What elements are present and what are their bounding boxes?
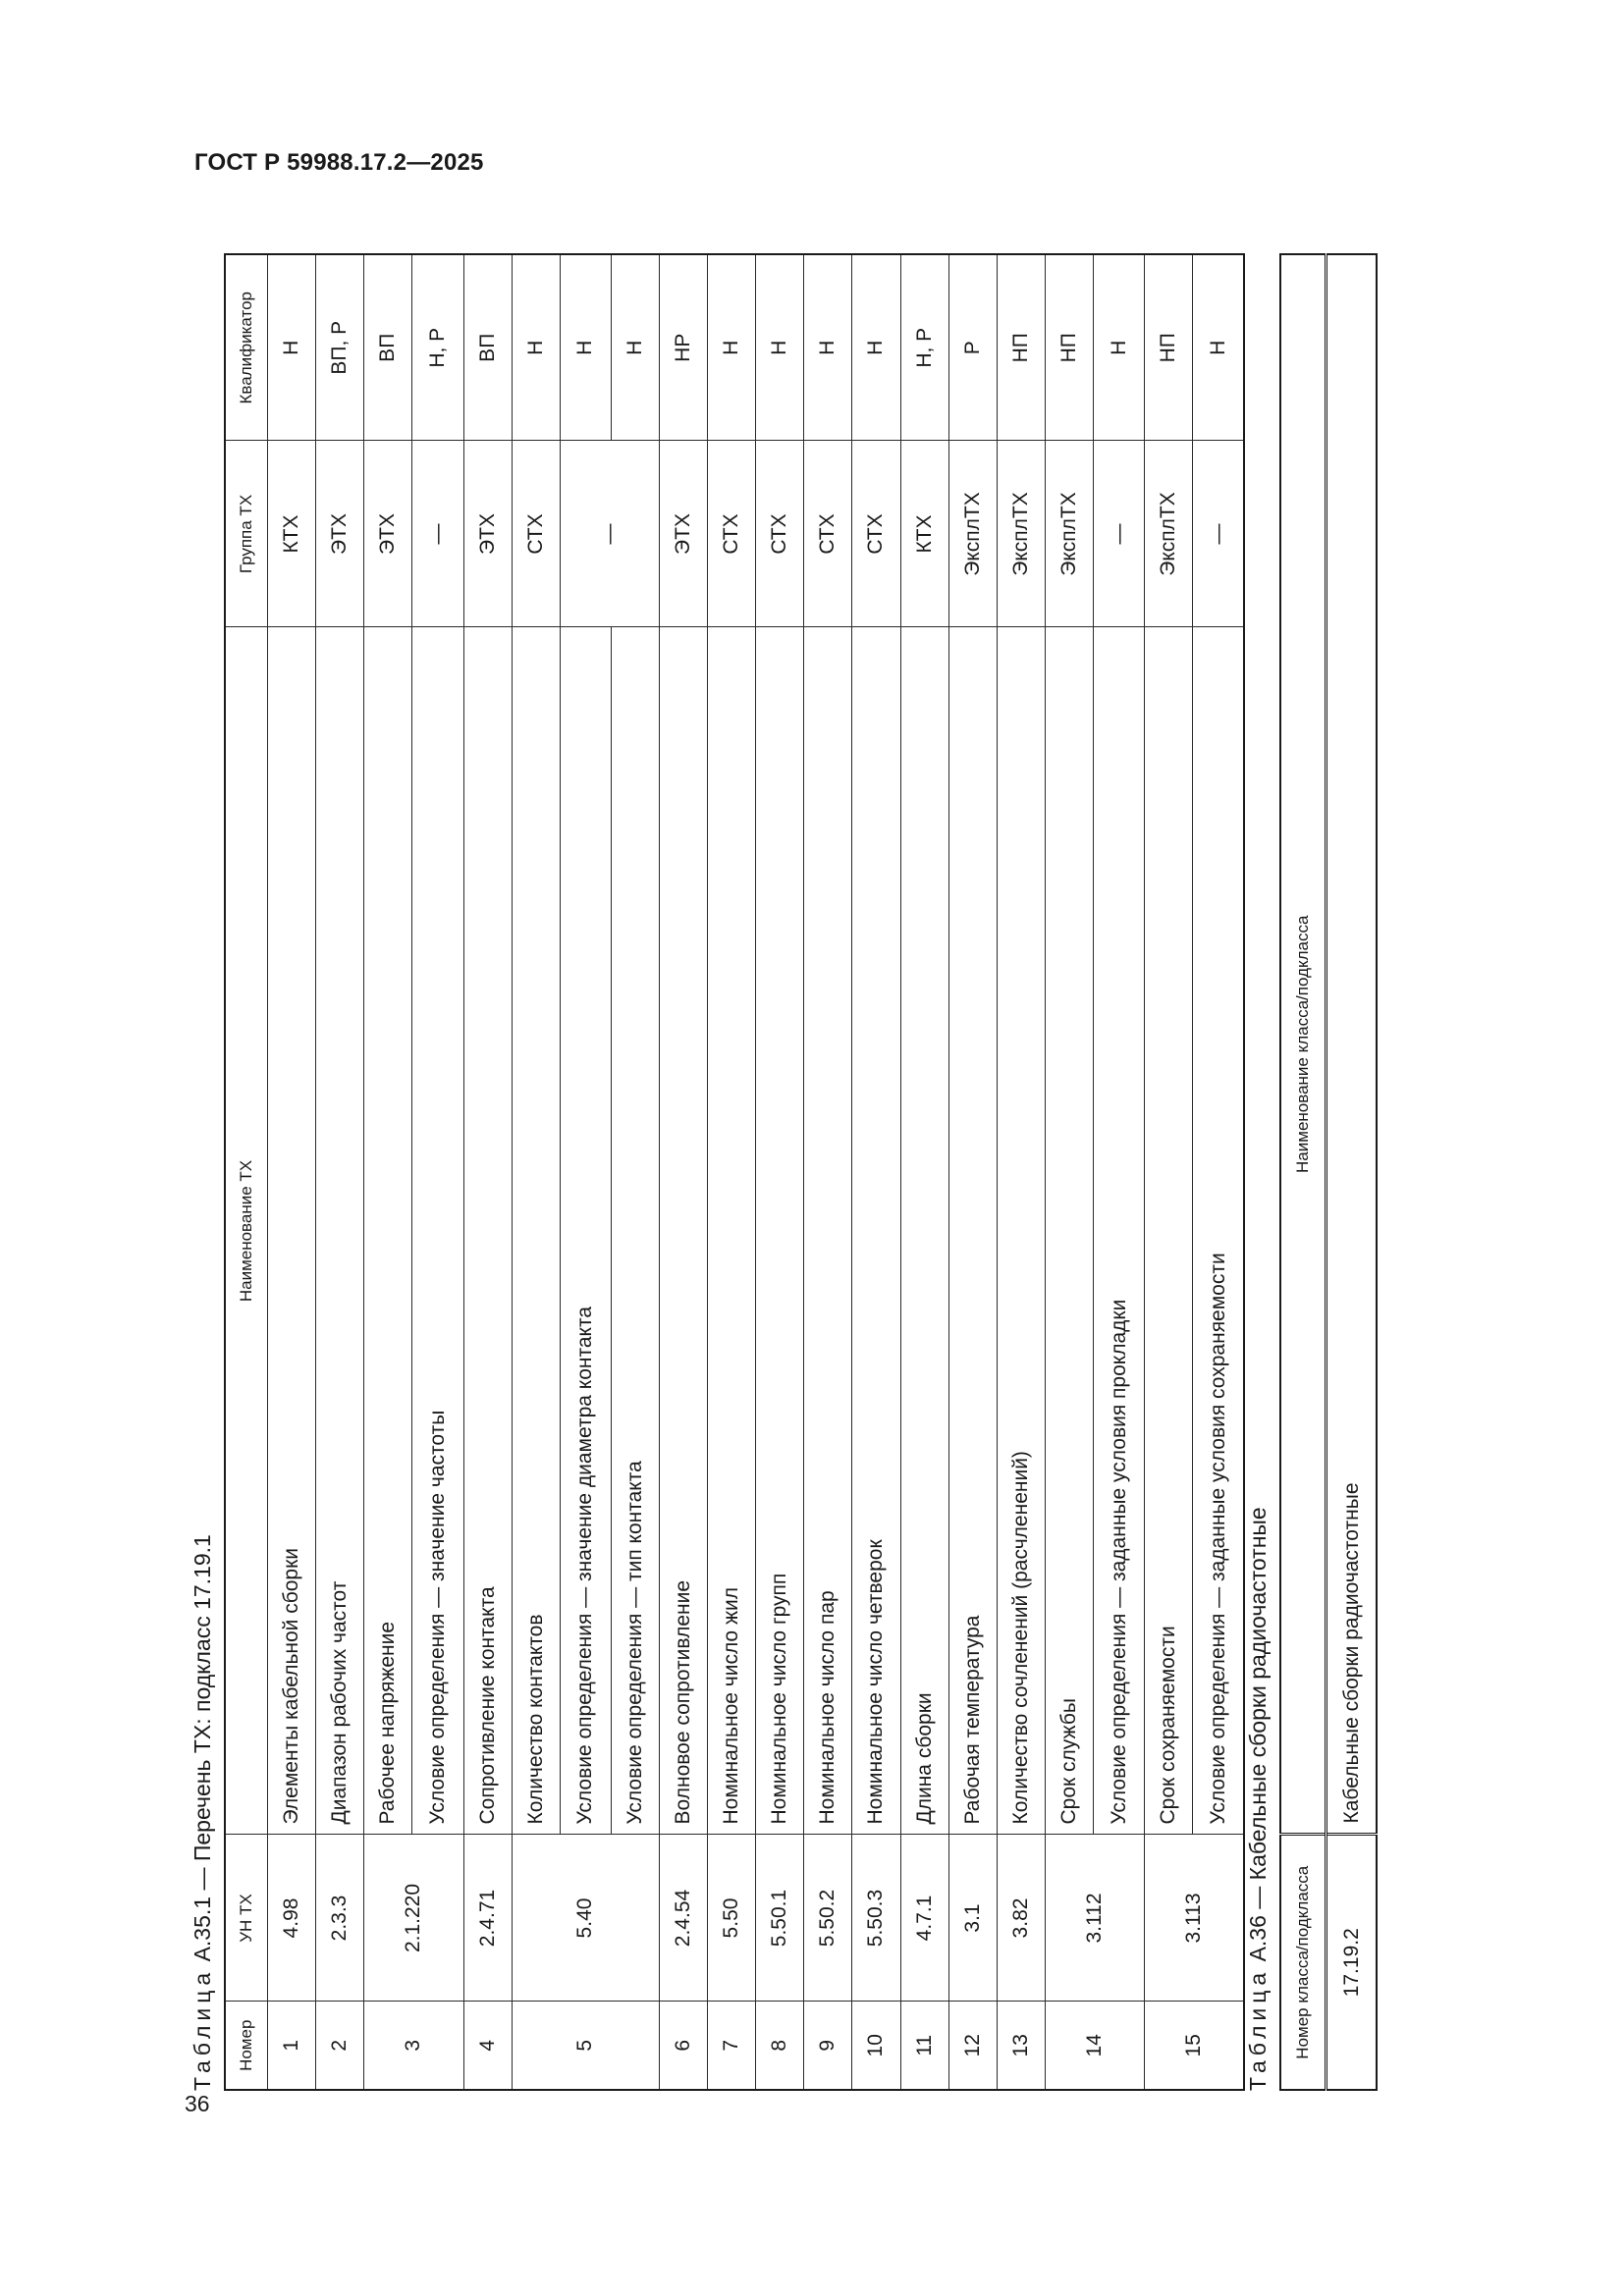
table-row xyxy=(1145,254,1193,2090)
cell-qualifier: ВП, Р xyxy=(316,254,364,441)
table-row xyxy=(900,254,948,2090)
cell-number: 8 xyxy=(756,2002,804,2090)
table-row xyxy=(756,254,804,2090)
cell-qualifier: Н xyxy=(1193,254,1244,441)
document-header: ГОСТ Р 59988.17.2—2025 xyxy=(194,149,484,176)
cell-name: Условие определения — значение частоты xyxy=(412,627,463,1835)
table-row xyxy=(660,254,708,2090)
cell-qualifier: Н xyxy=(611,254,659,441)
cell-group: — xyxy=(1193,441,1244,627)
cell-qualifier: ВП xyxy=(463,254,512,441)
cell-name: Элементы кабельной сборки xyxy=(268,627,316,1835)
cell-qualifier: НП xyxy=(1045,254,1093,441)
cell-group: СТХ xyxy=(804,441,852,627)
cell-qualifier: Р xyxy=(948,254,997,441)
table1-caption-text: — Перечень ТХ: подкласс 17.19.1 xyxy=(189,1534,215,1896)
cell-group: ЭТХ xyxy=(660,441,708,627)
cell-group: ЭТХ xyxy=(316,441,364,627)
cell-un: 4.7.1 xyxy=(900,1835,948,2002)
table-row xyxy=(316,254,364,2090)
cell-name: Условие определения — тип контакта xyxy=(611,627,659,1835)
cell-name: Длина сборки xyxy=(900,627,948,1835)
cell-qualifier: Н xyxy=(708,254,756,441)
cell-qualifier: Н xyxy=(756,254,804,441)
col-header-name: Наименование ТХ xyxy=(225,627,268,1835)
table-row xyxy=(1193,254,1244,2090)
cell-qualifier: Н xyxy=(268,254,316,441)
cell-name: Волновое сопротивление xyxy=(660,627,708,1835)
cell-name: Номинальное число четверок xyxy=(852,627,900,1835)
cell-un: 3.112 xyxy=(1045,1835,1144,2002)
cell-un: 3.113 xyxy=(1145,1835,1244,2002)
table-row xyxy=(708,254,756,2090)
cell-qualifier: НП xyxy=(997,254,1045,441)
table-row xyxy=(512,254,560,2090)
cell-qualifier: Н xyxy=(1093,254,1144,441)
page-number: 36 xyxy=(185,2091,210,2116)
cell-un: 2.4.54 xyxy=(660,1835,708,2002)
cell-name: Номинальное число жил xyxy=(708,627,756,1835)
cell-un: 4.98 xyxy=(268,1835,316,2002)
cell-number: 4 xyxy=(463,2002,512,2090)
col-header-class-name: Наименование класса/подкласса xyxy=(1280,254,1326,1835)
cell-name: Сопротивление контакта xyxy=(463,627,512,1835)
cell-qualifier: Н, Р xyxy=(412,254,463,441)
table-row xyxy=(852,254,900,2090)
cell-number: 5 xyxy=(512,2002,659,2090)
cell-number: 9 xyxy=(804,2002,852,2090)
table-row xyxy=(1326,254,1378,2090)
table-row xyxy=(1045,254,1093,2090)
cell-group: ЭксплТХ xyxy=(1145,441,1193,627)
cell-un: 5.50.1 xyxy=(756,1835,804,2002)
cell-qualifier: Н xyxy=(852,254,900,441)
cell-un: 5.50 xyxy=(708,1835,756,2002)
cell-number: 1 xyxy=(268,2002,316,2090)
cell-number: 12 xyxy=(948,2002,997,2090)
cell-un: 2.4.71 xyxy=(463,1835,512,2002)
cell-group: СТХ xyxy=(852,441,900,627)
cell-group: — xyxy=(1093,441,1144,627)
cell-name: Номинальное число пар xyxy=(804,627,852,1835)
cell-group: ЭксплТХ xyxy=(997,441,1045,627)
cell-group: СТХ xyxy=(512,441,560,627)
table-row xyxy=(560,254,611,2090)
cell-name: Диапазон рабочих частот xyxy=(316,627,364,1835)
table2-caption-id: А.36 xyxy=(1245,1915,1271,1962)
cell-group: ЭксплТХ xyxy=(1045,441,1093,627)
cell-number: 14 xyxy=(1045,2002,1144,2090)
table2-caption-prefix: Таблица xyxy=(1245,1967,1271,2091)
cell-qualifier: Н xyxy=(804,254,852,441)
table1-header-row xyxy=(225,254,268,2090)
cell-name: Рабочая температура xyxy=(948,627,997,1835)
table-row xyxy=(268,254,316,2090)
table1-caption-prefix: Таблица xyxy=(189,1967,215,2091)
table2-header-row xyxy=(1280,254,1326,2090)
cell-group: ЭксплТХ xyxy=(948,441,997,627)
cell-un: 5.50.3 xyxy=(852,1835,900,2002)
cell-name: Количество контактов xyxy=(512,627,560,1835)
table-row xyxy=(948,254,997,2090)
col-header-group: Группа ТХ xyxy=(225,441,268,627)
cell-class-name: Кабельные сборки радиочастотные xyxy=(1326,254,1378,1835)
cell-name: Условие определения — заданные условия сохраняемости xyxy=(1193,627,1244,1835)
cell-un: 5.40 xyxy=(512,1835,659,2002)
table-row xyxy=(463,254,512,2090)
cell-un: 3.1 xyxy=(948,1835,997,2002)
cell-un: 3.82 xyxy=(997,1835,1045,2002)
table-row xyxy=(804,254,852,2090)
cell-qualifier: НР xyxy=(660,254,708,441)
cell-qualifier: НП xyxy=(1145,254,1193,441)
cell-number: 3 xyxy=(364,2002,463,2090)
cell-number: 2 xyxy=(316,2002,364,2090)
col-header-un: УН ТХ xyxy=(225,1835,268,2002)
cell-qualifier: Н xyxy=(560,254,611,441)
col-header-class-number: Номер класса/подкласса xyxy=(1280,1835,1326,2090)
cell-name: Количество сочленений (расчленений) xyxy=(997,627,1045,1835)
cell-qualifier: Н xyxy=(512,254,560,441)
cell-class-number: 17.19.2 xyxy=(1326,1835,1378,2090)
cell-group: — xyxy=(412,441,463,627)
cell-qualifier: Н, Р xyxy=(900,254,948,441)
cell-name: Условие определения — значение диаметра контакта xyxy=(560,627,611,1835)
col-header-qualifier: Квалификатор xyxy=(225,254,268,441)
cell-name: Срок сохраняемости xyxy=(1145,627,1193,1835)
cell-group: КТХ xyxy=(268,441,316,627)
col-header-number: Номер xyxy=(225,2002,268,2090)
cell-name: Срок службы xyxy=(1045,627,1093,1835)
cell-group: ЭТХ xyxy=(364,441,412,627)
rotated-content xyxy=(189,255,1407,2091)
cell-group: СТХ xyxy=(708,441,756,627)
cell-group: КТХ xyxy=(900,441,948,627)
cell-un: 2.3.3 xyxy=(316,1835,364,2002)
cell-un: 5.50.2 xyxy=(804,1835,852,2002)
cell-number: 6 xyxy=(660,2002,708,2090)
cell-number: 10 xyxy=(852,2002,900,2090)
cell-name: Номинальное число групп xyxy=(756,627,804,1835)
cell-group: СТХ xyxy=(756,441,804,627)
cell-group: — xyxy=(560,441,659,627)
cell-qualifier: ВП xyxy=(364,254,412,441)
cell-un: 2.1.220 xyxy=(364,1835,463,2002)
cell-number: 15 xyxy=(1145,2002,1244,2090)
table-row xyxy=(364,254,412,2090)
table1-caption-id: А.35.1 xyxy=(189,1896,215,1962)
table-row xyxy=(1093,254,1144,2090)
class-table xyxy=(1279,253,1378,2091)
table1-caption xyxy=(189,1534,216,2091)
characteristics-table xyxy=(224,253,1245,2091)
table-row xyxy=(997,254,1045,2090)
cell-group: ЭТХ xyxy=(463,441,512,627)
table2-caption-text: — Кабельные сборки радиочастотные xyxy=(1245,1507,1271,1916)
cell-name: Рабочее напряжение xyxy=(364,627,412,1835)
cell-number: 13 xyxy=(997,2002,1045,2090)
table2-caption xyxy=(1245,1507,1272,2091)
cell-number: 11 xyxy=(900,2002,948,2090)
cell-name: Условие определения — заданные условия прокладки xyxy=(1093,627,1144,1835)
table-row xyxy=(412,254,463,2090)
cell-number: 7 xyxy=(708,2002,756,2090)
